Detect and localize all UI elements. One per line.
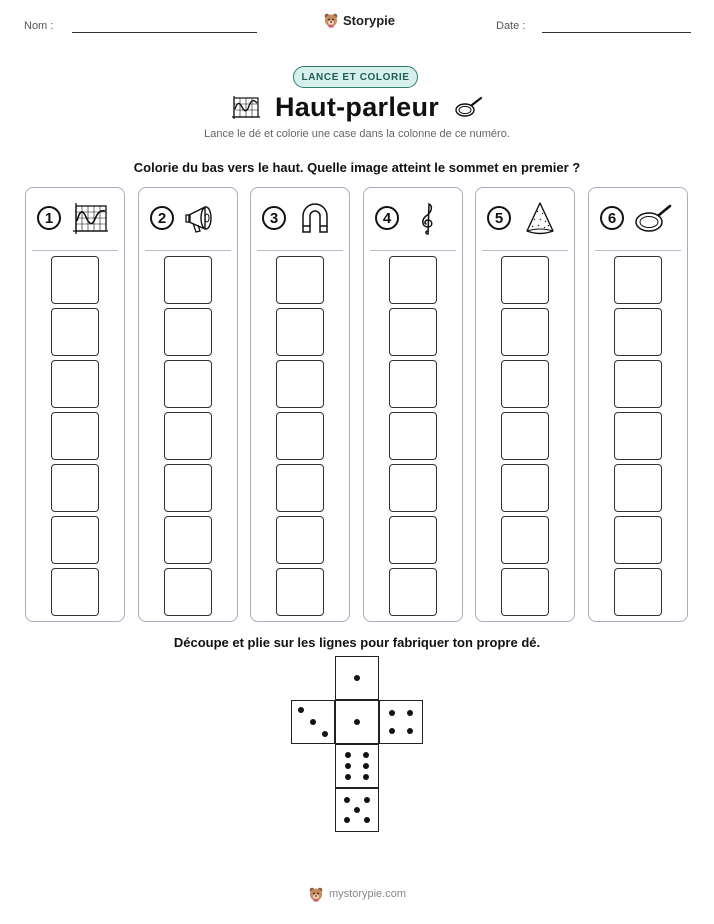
- column-5: [475, 187, 575, 622]
- column-3: [250, 187, 350, 622]
- color-cell[interactable]: [389, 568, 437, 616]
- title-row: [0, 92, 714, 123]
- color-cell[interactable]: [51, 568, 99, 616]
- color-cell[interactable]: [614, 516, 662, 564]
- color-cell[interactable]: [276, 464, 324, 512]
- frying-pan-icon: [633, 201, 673, 237]
- color-cell[interactable]: [276, 412, 324, 460]
- column-number: 3: [262, 206, 286, 230]
- color-cell[interactable]: [389, 516, 437, 564]
- die-pip: [364, 797, 370, 803]
- column-6: [588, 187, 688, 622]
- die-pip: [344, 817, 350, 823]
- die-pip: [345, 763, 351, 769]
- die-pip: [345, 752, 351, 758]
- column-number: 5: [487, 206, 511, 230]
- color-cell[interactable]: [389, 464, 437, 512]
- footer-url: mystorypie.com: [328, 888, 407, 900]
- die-pip: [354, 675, 360, 681]
- frying-pan-icon: [453, 95, 483, 121]
- color-cell[interactable]: [501, 568, 549, 616]
- column-number: 1: [37, 206, 61, 230]
- color-cell[interactable]: [51, 256, 99, 304]
- color-cell[interactable]: [164, 568, 212, 616]
- die-face-6: [335, 744, 379, 788]
- color-cell[interactable]: [276, 360, 324, 408]
- die-pip: [407, 728, 413, 734]
- column-divider: [32, 250, 118, 251]
- brand-logo: [323, 12, 395, 28]
- die-pip: [298, 707, 304, 713]
- bear-icon: [308, 886, 324, 902]
- column-2: [138, 187, 238, 622]
- column-4: [363, 187, 463, 622]
- color-cell[interactable]: [51, 308, 99, 356]
- color-cell[interactable]: [389, 412, 437, 460]
- date-line: [542, 32, 691, 33]
- megaphone-icon: [183, 201, 223, 237]
- color-cell[interactable]: [51, 412, 99, 460]
- die-pip: [344, 797, 350, 803]
- color-cell[interactable]: [501, 256, 549, 304]
- color-cell[interactable]: [164, 412, 212, 460]
- die-face-1: [335, 656, 379, 700]
- color-cell[interactable]: [276, 516, 324, 564]
- color-cell[interactable]: [164, 308, 212, 356]
- color-cell[interactable]: [164, 464, 212, 512]
- activity-badge: LANCE ET COLORIE: [293, 66, 418, 88]
- date-label: Date :: [496, 20, 526, 32]
- die-pip: [363, 774, 369, 780]
- die-face-4: [379, 700, 423, 744]
- page-title: Haut-parleur: [274, 92, 440, 122]
- column-divider: [145, 250, 231, 251]
- die-face-1: [335, 700, 379, 744]
- column-divider: [595, 250, 681, 251]
- color-cell[interactable]: [501, 308, 549, 356]
- die-face-3: [291, 700, 335, 744]
- die-pip: [354, 807, 360, 813]
- color-cell[interactable]: [164, 256, 212, 304]
- die-pip: [310, 719, 316, 725]
- die-pip: [389, 710, 395, 716]
- die-pip: [345, 774, 351, 780]
- color-cell[interactable]: [614, 412, 662, 460]
- color-cell[interactable]: [389, 308, 437, 356]
- color-cell[interactable]: [614, 308, 662, 356]
- color-cell[interactable]: [501, 412, 549, 460]
- column-divider: [257, 250, 343, 251]
- footer: [0, 886, 714, 902]
- chart-icon: [70, 201, 110, 237]
- brand-name: Storypie: [343, 12, 396, 28]
- color-cell[interactable]: [276, 308, 324, 356]
- die-pip: [363, 752, 369, 758]
- color-cell[interactable]: [51, 464, 99, 512]
- cut-instruction: Découpe et plie sur les lignes pour fabriquer ton propre dé.: [173, 635, 541, 650]
- magnet-icon: [295, 201, 335, 237]
- die-pip: [322, 731, 328, 737]
- color-cell[interactable]: [276, 256, 324, 304]
- die-pip: [364, 817, 370, 823]
- die-pip: [407, 710, 413, 716]
- cone-icon: [520, 201, 560, 237]
- color-cell[interactable]: [614, 360, 662, 408]
- color-cell[interactable]: [164, 360, 212, 408]
- die-pip: [363, 763, 369, 769]
- treble-clef-icon: [408, 201, 448, 237]
- color-cell[interactable]: [51, 516, 99, 564]
- color-cell[interactable]: [614, 568, 662, 616]
- column-number: 2: [150, 206, 174, 230]
- column-number: 6: [600, 206, 624, 230]
- name-line: [72, 32, 257, 33]
- column-1: [25, 187, 125, 622]
- bear-icon: [323, 12, 339, 28]
- color-cell[interactable]: [501, 360, 549, 408]
- die-pip: [354, 719, 360, 725]
- color-cell[interactable]: [501, 516, 549, 564]
- color-cell[interactable]: [276, 568, 324, 616]
- color-cell[interactable]: [389, 256, 437, 304]
- color-cell[interactable]: [164, 516, 212, 564]
- column-divider: [482, 250, 568, 251]
- color-cell[interactable]: [614, 256, 662, 304]
- color-cell[interactable]: [389, 360, 437, 408]
- color-cell[interactable]: [614, 464, 662, 512]
- chart-icon: [231, 95, 261, 121]
- color-cell[interactable]: [51, 360, 99, 408]
- die-pip: [389, 728, 395, 734]
- die-face-5: [335, 788, 379, 832]
- column-number: 4: [375, 206, 399, 230]
- instruction: Colorie du bas vers le haut. Quelle image atteint le sommet en premier ?: [133, 160, 581, 175]
- name-label: Nom :: [24, 20, 54, 32]
- column-divider: [370, 250, 456, 251]
- color-cell[interactable]: [501, 464, 549, 512]
- subtitle: Lance le dé et colorie une case dans la colonne de ce numéro.: [204, 128, 510, 140]
